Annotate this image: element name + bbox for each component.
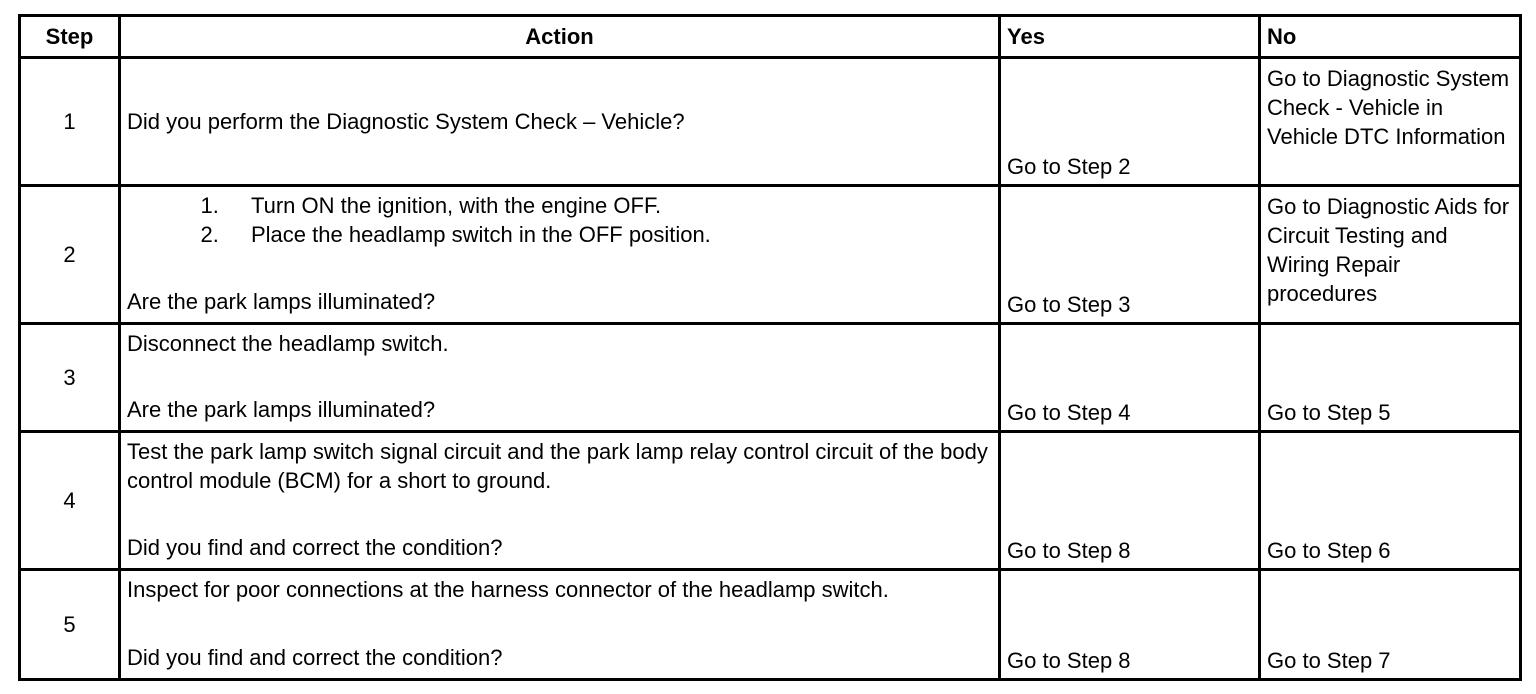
yes-cell: Go to Step 8 [1000,570,1260,680]
yes-cell: Go to Step 2 [1000,58,1260,186]
no-cell: Go to Step 5 [1260,324,1521,432]
sub-step-item: 2. Place the headlamp switch in the OFF position. [225,220,992,249]
no-cell: Go to Diagnostic System Check - Vehicle in Vehicle DTC Information [1260,58,1521,186]
action-question: Are the park lamps illuminated? [127,289,436,314]
column-header-step: Step [20,16,120,58]
action-cell [120,58,1000,186]
step-number: 1 [20,58,120,186]
no-cell: Go to Step 6 [1260,432,1521,570]
yes-cell: Go to Step 8 [1000,432,1260,570]
action-cell [120,186,1000,324]
column-header-yes: Yes [1000,16,1260,58]
step-number: 4 [20,432,120,570]
table-row [20,570,1521,680]
action-question: Did you find and correct the condition? [127,645,503,670]
no-cell: Go to Step 7 [1260,570,1521,680]
table-row [20,432,1521,570]
action-cell [120,570,1000,680]
action-cell [120,432,1000,570]
action-text: Inspect for poor connections at the harness connector of the headlamp switch. [127,577,889,602]
table-row [20,324,1521,432]
sub-step-item: 1. Turn ON the ignition, with the engine OFF. [225,191,992,220]
action-cell [120,324,1000,432]
column-header-no: No [1260,16,1521,58]
table-row [20,186,1521,324]
column-header-action: Action [120,16,1000,58]
table-row [20,58,1521,186]
sub-step-list [127,187,992,249]
action-text: Test the park lamp switch signal circuit and the park lamp relay control circuit of the body control module (BCM) for a short to ground. [127,439,988,493]
step-number: 5 [20,570,120,680]
action-question: Are the park lamps illuminated? [127,397,436,422]
action-text: Did you perform the Diagnostic System Check – Vehicle? [127,109,685,134]
yes-cell: Go to Step 4 [1000,324,1260,432]
header-row [20,16,1521,58]
action-text: Disconnect the headlamp switch. [127,331,449,356]
no-cell: Go to Diagnostic Aids for Circuit Testing and Wiring Repair procedures [1260,186,1521,324]
diagnostic-table [18,14,1522,681]
step-number: 3 [20,324,120,432]
yes-cell: Go to Step 3 [1000,186,1260,324]
step-number: 2 [20,186,120,324]
action-question: Did you find and correct the condition? [127,535,503,560]
